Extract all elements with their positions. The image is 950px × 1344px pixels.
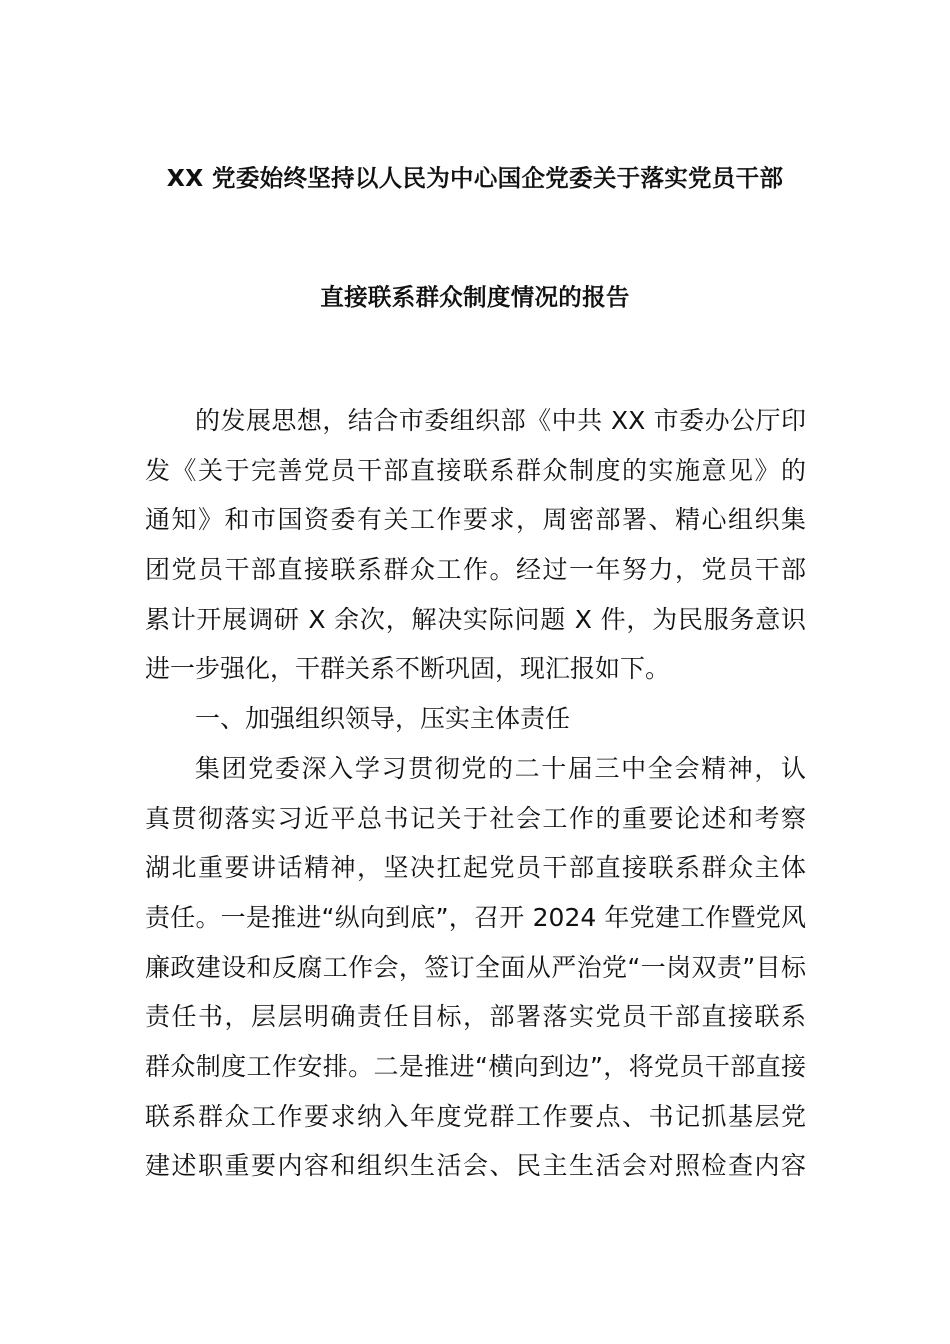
body-text-line: 湖北重要讲话精神，坚决扛起党员干部直接联系群众主体 xyxy=(145,853,806,883)
body-text-line: 进一步强化，干群关系不断巩固，现汇报如下。 xyxy=(145,654,671,684)
body-text-line: 通知》和市国资委有关工作要求，周密部署、精心组织集 xyxy=(145,505,806,535)
document-body xyxy=(145,396,806,1191)
body-text-line: 责任书，层层明确责任目标，部署落实党员干部直接联系 xyxy=(145,1002,806,1032)
body-text-line: 集团党委深入学习贯彻党的二十届三中全会精神，认 xyxy=(195,753,806,783)
body-text-line: 责任。一是推进“纵向到底”，召开 2024 年党建工作暨党风 xyxy=(145,902,806,932)
body-text-line: 廉政建设和反腐工作会，签订全面从严治党“一岗双责”目标 xyxy=(145,952,806,982)
document-title-line-1: XX 党委始终坚持以人民为中心国企党委关于落实党员干部 xyxy=(166,164,784,192)
body-text-line: 群众制度工作安排。二是推进“横向到边”，将党员干部直接 xyxy=(145,1051,806,1081)
document-title-line-2: 直接联系群众制度情况的报告 xyxy=(320,283,630,311)
body-text-line: 团党员干部直接联系群众工作。经过一年努力，党员干部 xyxy=(145,555,806,585)
body-text-line: 联系群众工作要求纳入年度党群工作要点、书记抓基层党 xyxy=(145,1101,806,1131)
body-text-line: 真贯彻落实习近平总书记关于社会工作的重要论述和考察 xyxy=(145,803,806,833)
body-text-line: 的发展思想，结合市委组织部《中共 XX 市委办公厅印 xyxy=(195,406,806,435)
section-heading: 一、加强组织领导，压实主体责任 xyxy=(195,704,571,734)
body-text-line: 发《关于完善党员干部直接联系群众制度的实施意见》的 xyxy=(145,455,806,485)
body-text-line: 累计开展调研 X 余次，解决实际问题 X 件，为民服务意识 xyxy=(145,604,806,634)
body-text-line: 建述职重要内容和组织生活会、民主生活会对照检查内容 xyxy=(145,1151,806,1181)
